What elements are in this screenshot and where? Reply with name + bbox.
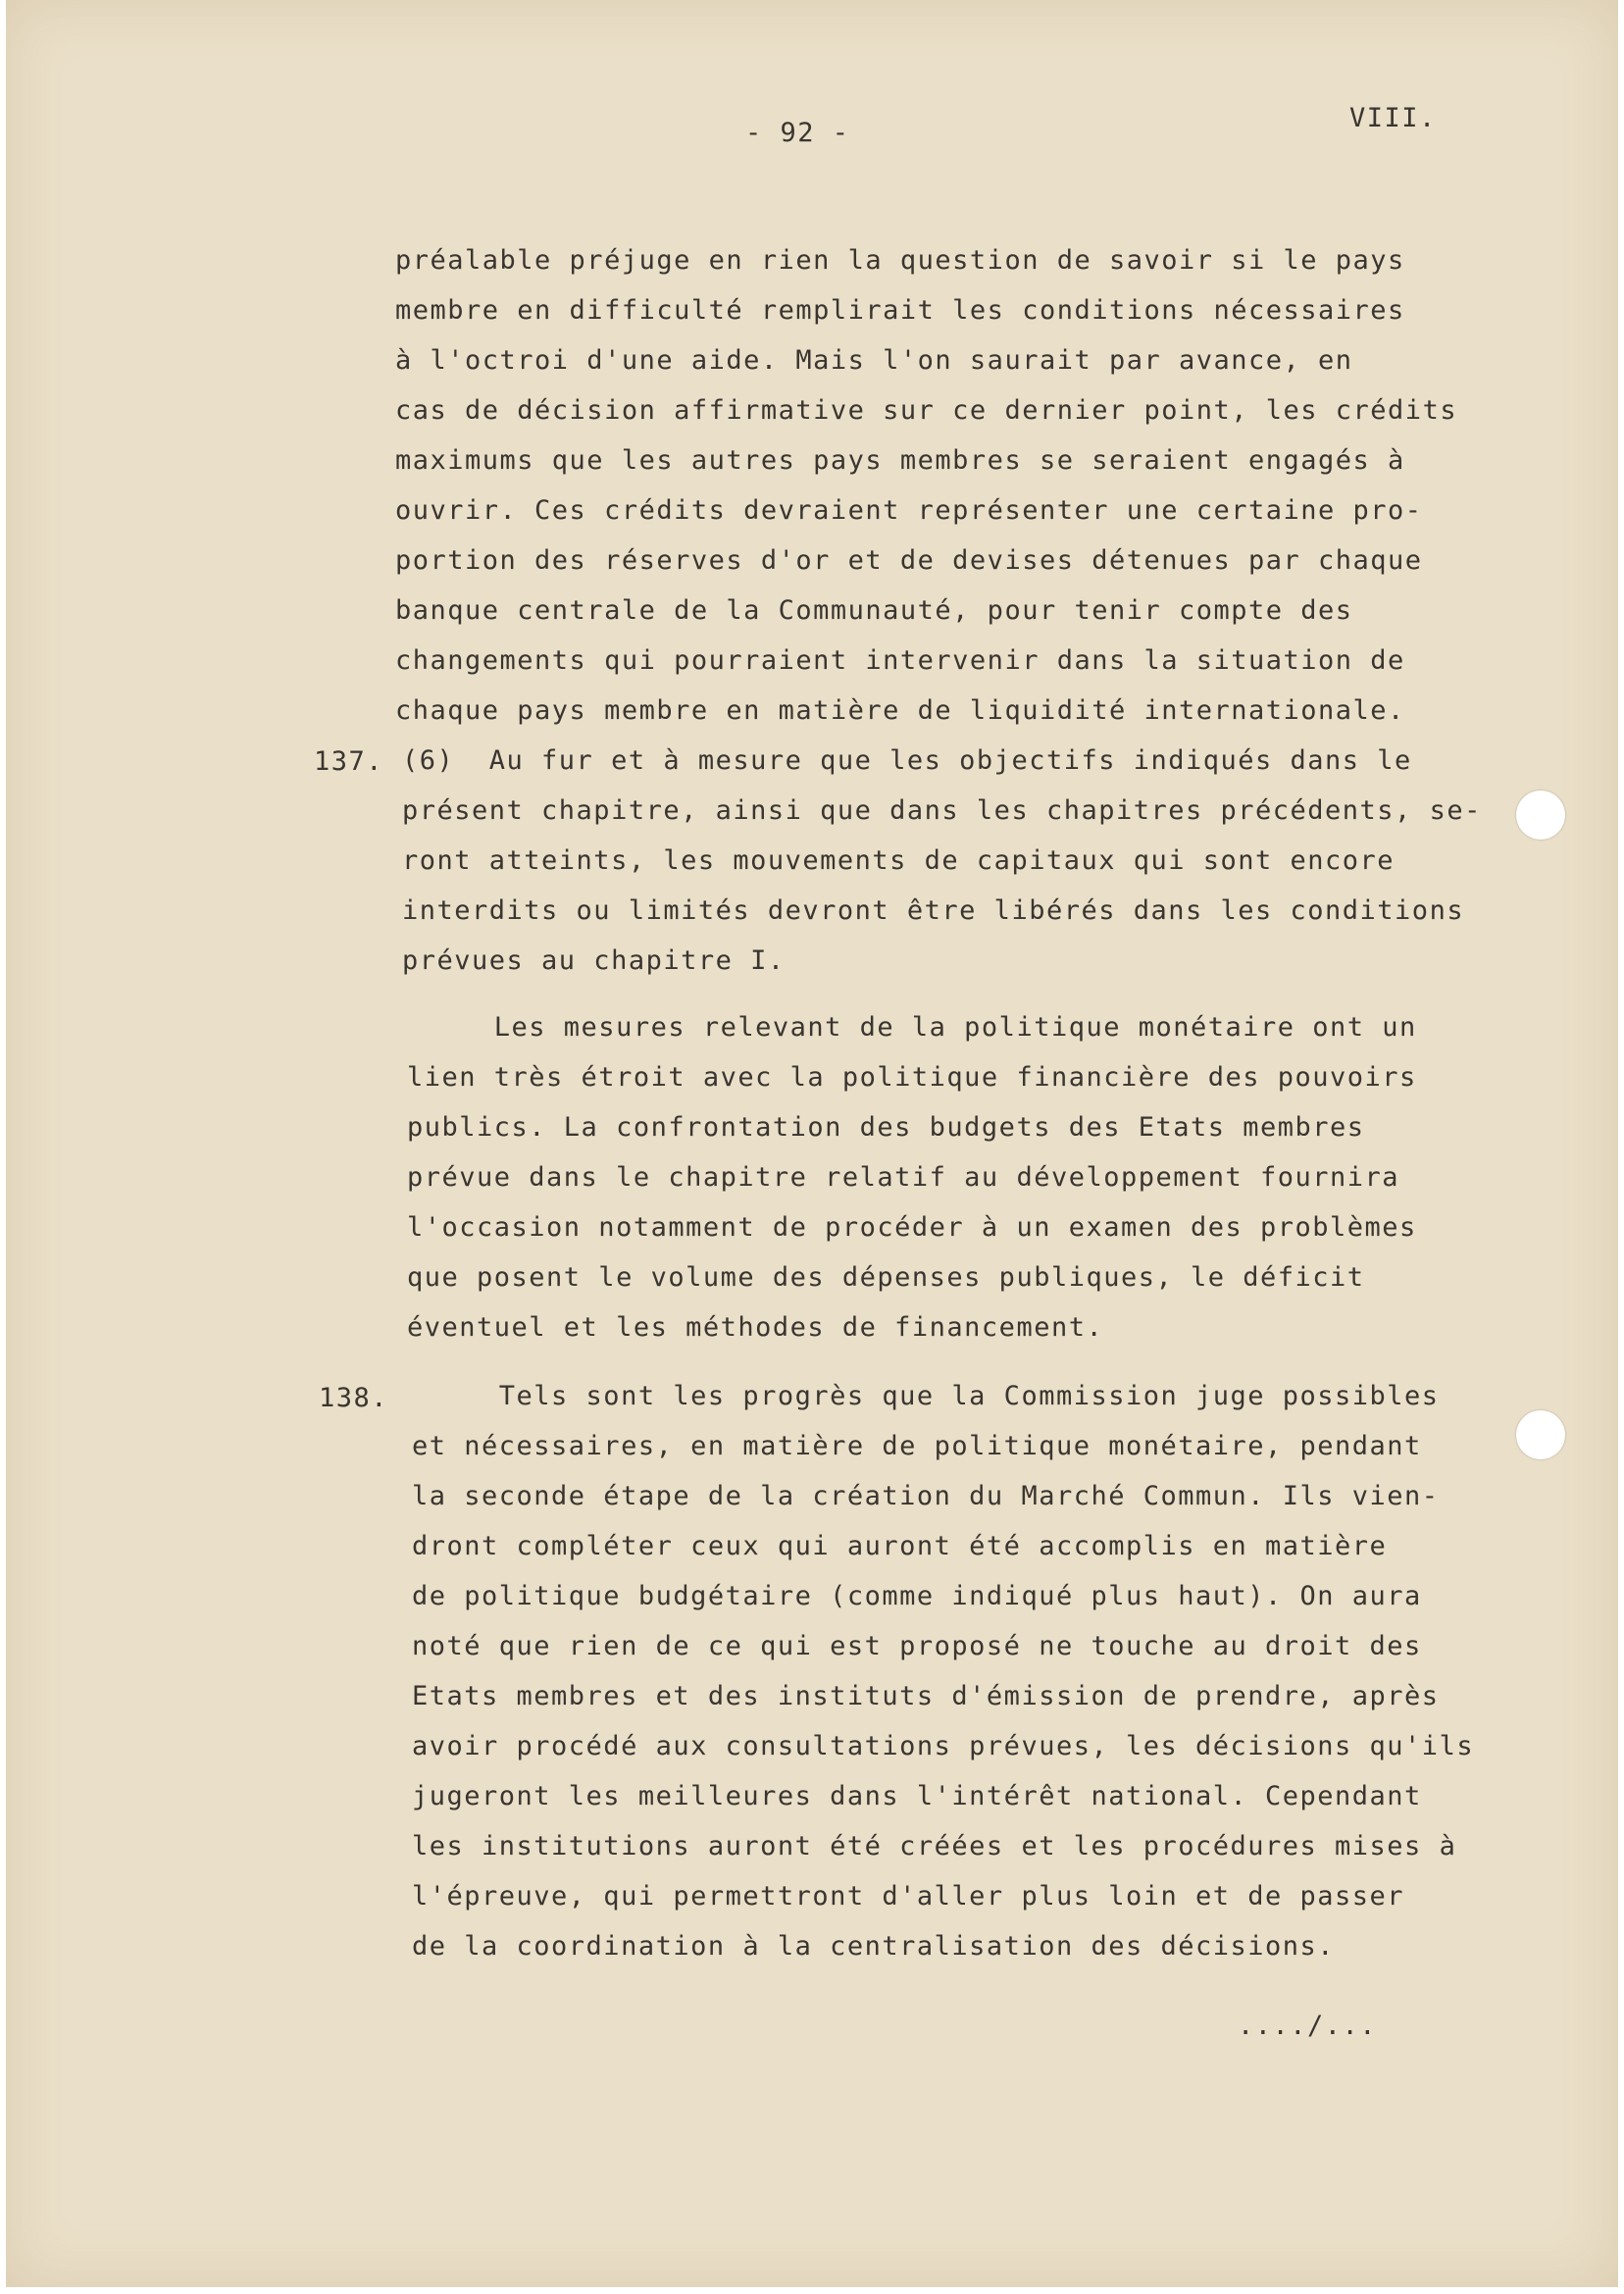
- text-line: éventuel et les méthodes de financement.: [407, 1312, 1104, 1343]
- text-line: que posent le volume des dépenses publiques, le déficit: [407, 1262, 1365, 1293]
- text-line: Etats membres et des instituts d'émission de prendre, après: [412, 1681, 1440, 1711]
- text-line: changements qui pourraient intervenir dans la situation de: [395, 645, 1405, 676]
- text-line: la seconde étape de la création du Marché Commun. Ils vien-: [412, 1481, 1440, 1511]
- text-line: l'occasion notamment de procéder à un examen des problèmes: [407, 1212, 1417, 1243]
- text-line: à l'octroi d'une aide. Mais l'on saurait par avance, en: [395, 345, 1353, 376]
- text-line: maximums que les autres pays membres se seraient engagés à: [395, 445, 1405, 476]
- text-line: prévue dans le chapitre relatif au développement fournira: [407, 1162, 1400, 1193]
- text-line: l'épreuve, qui permettront d'aller plus loin et de passer: [412, 1881, 1405, 1912]
- text-line: de politique budgétaire (comme indiqué plus haut). On aura: [412, 1581, 1422, 1611]
- text-line: jugeront les meilleures dans l'intérêt national. Cependant: [412, 1781, 1422, 1811]
- text-line: de la coordination à la centralisation des décisions.: [412, 1931, 1336, 1962]
- text-line: Tels sont les progrès que la Commission juge possibles: [412, 1381, 1440, 1411]
- punch-hole-top: [1516, 790, 1565, 840]
- paragraph-number-137: 137.: [314, 746, 384, 777]
- text-line: chaque pays membre en matière de liquidité internationale.: [395, 695, 1405, 726]
- paragraph-intro: [395, 235, 1457, 736]
- paragraph-number-138: 138.: [319, 1383, 389, 1413]
- text-line: préalable préjuge en rien la question de savoir si le pays: [395, 245, 1405, 276]
- section-marker: VIII.: [1349, 103, 1437, 133]
- text-line: interdits ou limités devront être libérés dans les conditions: [402, 895, 1465, 926]
- text-line: lien très étroit avec la politique financière des pouvoirs: [407, 1062, 1417, 1093]
- text-line: les institutions auront été créées et les procédures mises à: [412, 1831, 1457, 1861]
- paragraph-137: [402, 736, 1482, 986]
- text-line: (6) Au fur et à mesure que les objectifs indiqués dans le: [402, 745, 1412, 776]
- text-line: dront compléter ceux qui auront été accomplis en matière: [412, 1531, 1388, 1561]
- text-line: membre en difficulté remplirait les conditions nécessaires: [395, 295, 1405, 326]
- text-line: banque centrale de la Communauté, pour tenir compte des: [395, 595, 1353, 626]
- text-line: noté que rien de ce qui est proposé ne touche au droit des: [412, 1631, 1422, 1661]
- punch-hole-bottom: [1516, 1410, 1565, 1459]
- paragraph-monetary-policy: [407, 1002, 1417, 1352]
- page-number: - 92 -: [745, 118, 850, 148]
- continuation-marker: ..../...: [1238, 2011, 1378, 2041]
- text-line: et nécessaires, en matière de politique monétaire, pendant: [412, 1431, 1422, 1461]
- paragraph-138: [412, 1371, 1474, 1971]
- text-line: portion des réserves d'or et de devises détenues par chaque: [395, 545, 1423, 576]
- text-line: ouvrir. Ces crédits devraient représenter une certaine pro-: [395, 495, 1423, 526]
- text-line: prévues au chapitre I.: [402, 945, 786, 976]
- text-line: avoir procédé aux consultations prévues, les décisions qu'ils: [412, 1731, 1475, 1761]
- text-line: ront atteints, les mouvements de capitaux qui sont encore: [402, 845, 1396, 876]
- text-line: présent chapitre, ainsi que dans les chapitres précédents, se-: [402, 795, 1482, 826]
- text-line: cas de décision affirmative sur ce dernier point, les crédits: [395, 395, 1458, 426]
- text-line: publics. La confrontation des budgets des Etats membres: [407, 1112, 1365, 1143]
- text-line: Les mesures relevant de la politique monétaire ont un: [407, 1012, 1417, 1043]
